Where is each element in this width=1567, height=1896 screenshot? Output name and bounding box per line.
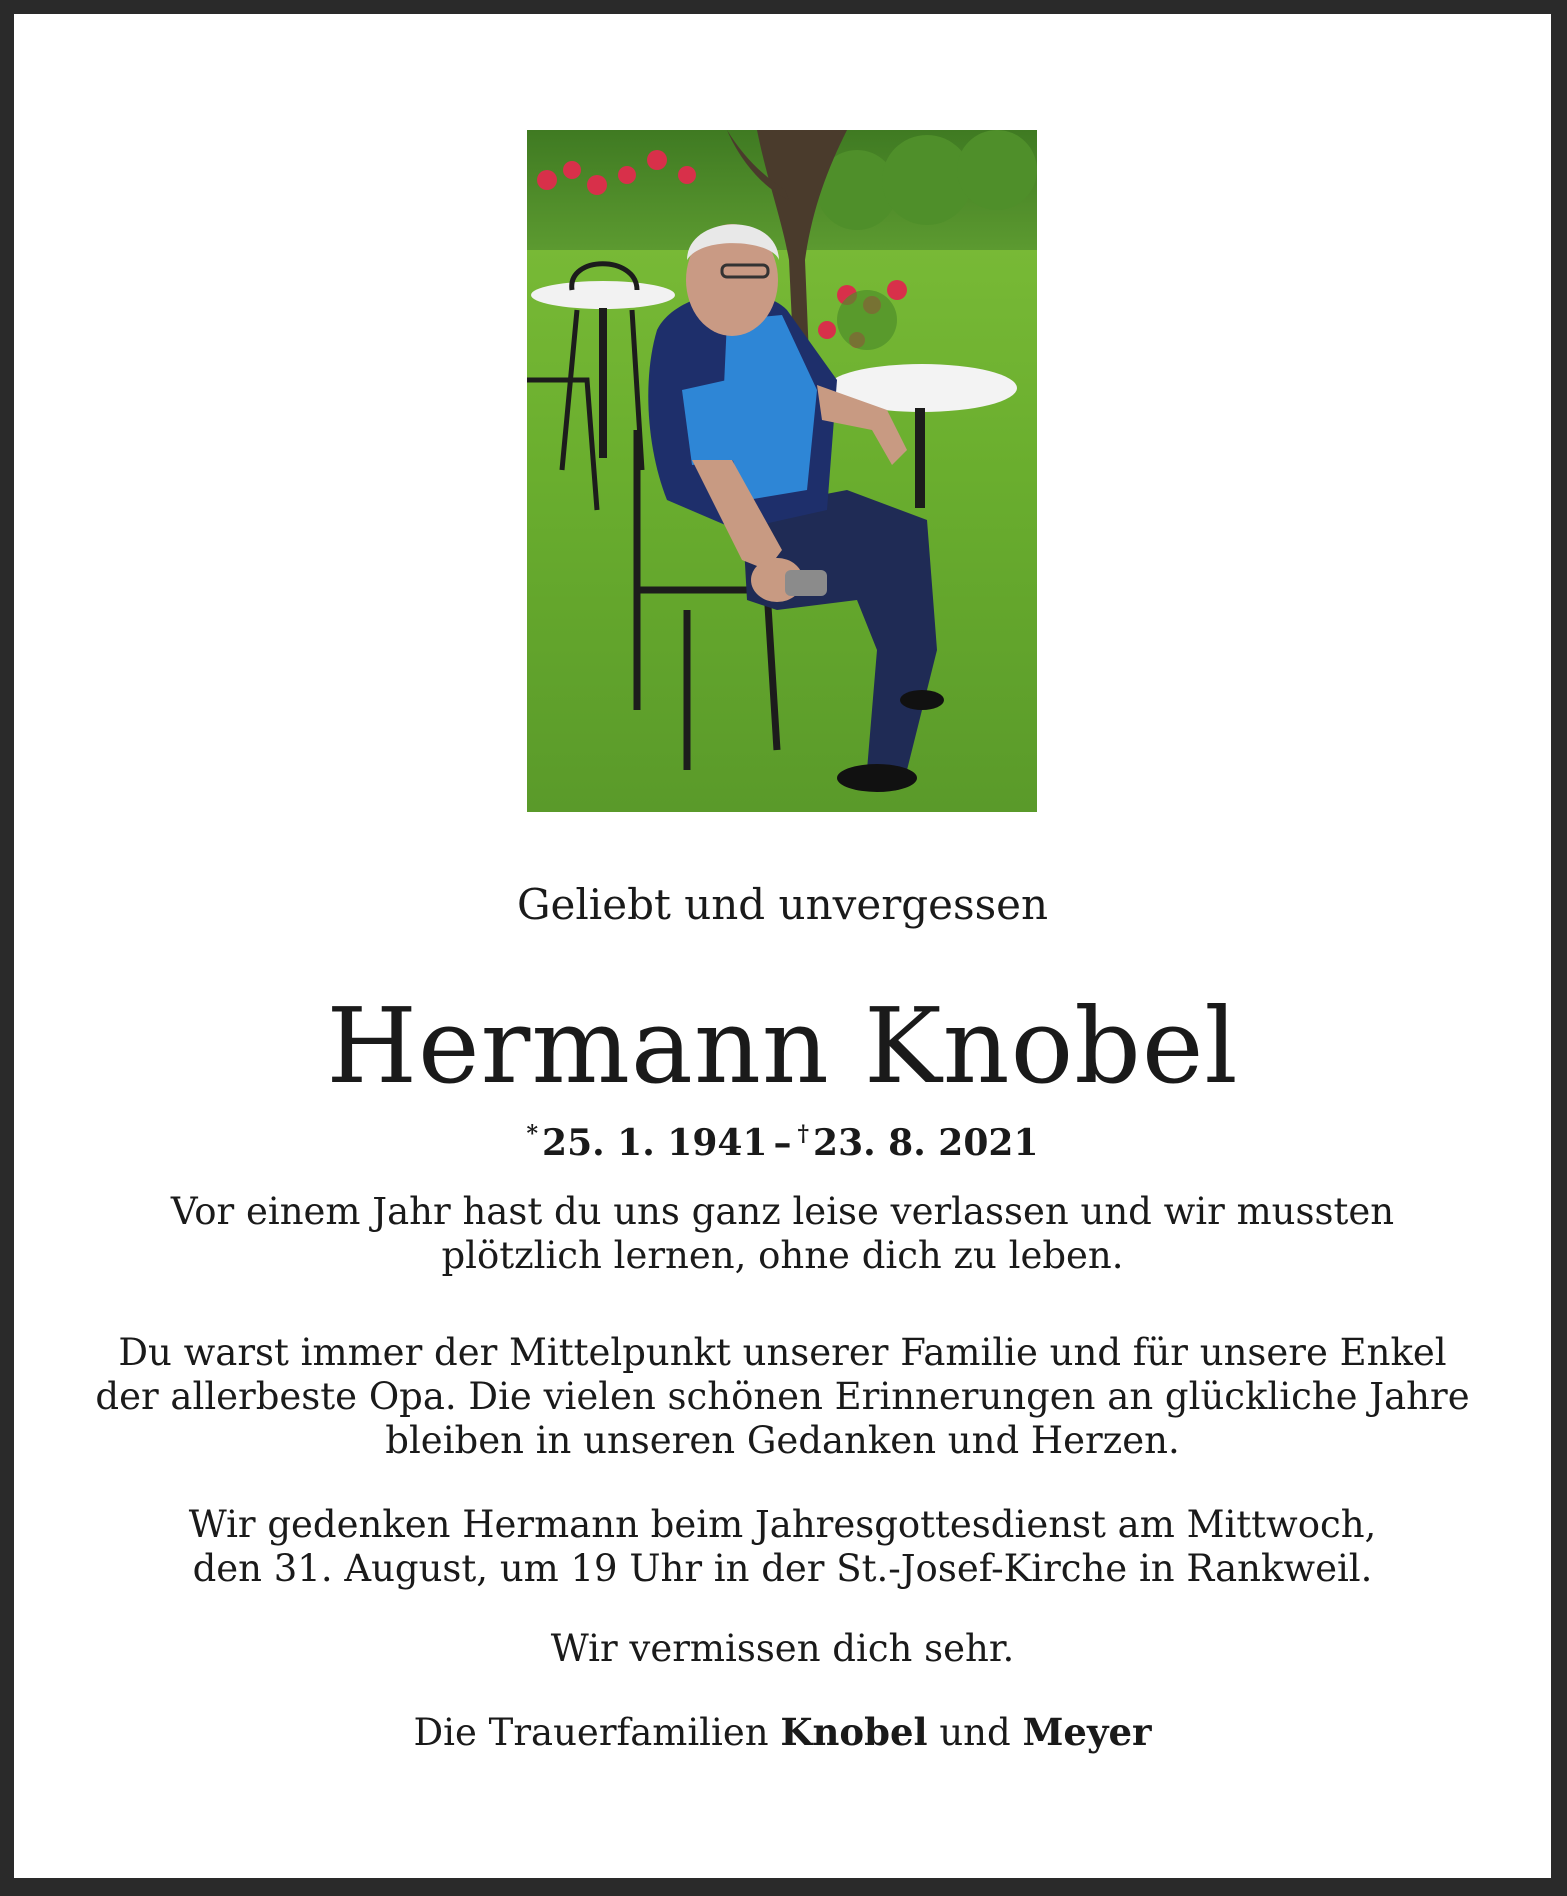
motto: Geliebt und unvergessen xyxy=(516,880,1049,929)
signature-family-1: Knobel xyxy=(780,1710,928,1754)
date-separator: – xyxy=(773,1122,792,1164)
signature xyxy=(14,1710,1551,1755)
portrait-photo xyxy=(527,130,1037,812)
death-date: 23. 8. 2021 xyxy=(813,1122,1039,1164)
deceased-name: Hermann Knobel xyxy=(326,985,1239,1107)
birth-date: 25. 1. 1941 xyxy=(542,1122,768,1164)
paragraph-family: Du warst immer der Mittelpunkt unserer Familie und für unsere Enkel der allerbeste Opa. Die vielen schönen Erinnerungen an glückliche Jahre bleiben in unseren Gedanken und Herzen. xyxy=(95,1331,1470,1462)
obituary-page xyxy=(14,14,1551,1878)
life-dates xyxy=(14,1112,1551,1165)
paragraph-miss-you: Wir vermissen dich sehr. xyxy=(550,1627,1015,1670)
birth-symbol: * xyxy=(526,1121,539,1147)
signature-prefix: Die Trauerfamilien xyxy=(413,1711,769,1754)
paragraph-memorial-service: Wir gedenken Hermann beim Jahresgottesdienst am Mittwoch, den 31. August, um 19 Uhr in der St.-Josef-Kirche in Rankweil. xyxy=(188,1503,1377,1590)
portrait-photo-image xyxy=(527,130,1037,812)
paragraph-farewell: Vor einem Jahr hast du uns ganz leise verlassen und wir mussten plötzlich lernen, ohne dich zu leben. xyxy=(170,1190,1395,1277)
death-symbol: † xyxy=(797,1121,810,1147)
signature-family-2: Meyer xyxy=(1022,1710,1152,1754)
signature-connector: und xyxy=(939,1711,1011,1754)
